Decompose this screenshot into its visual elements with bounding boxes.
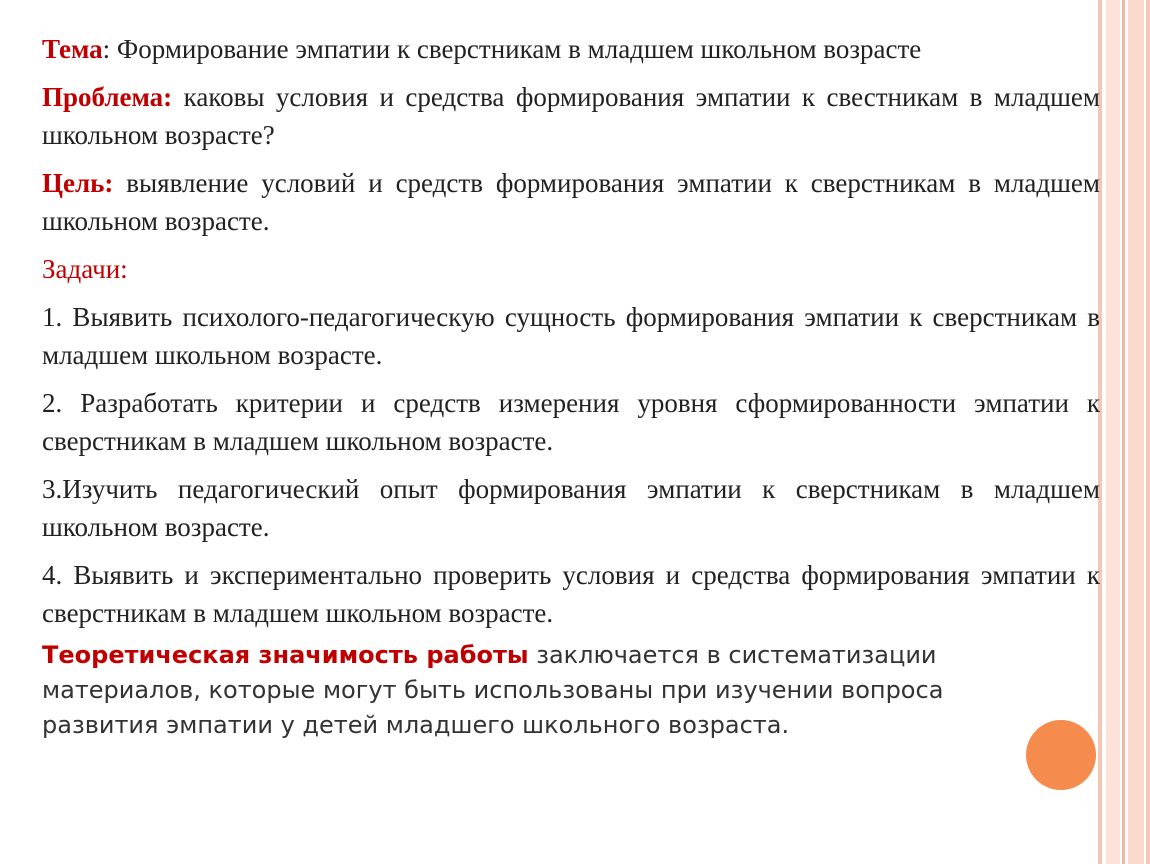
tema-label: Тема <box>42 34 103 64</box>
task-item-1: 1. Выявить психолого-педагогическую сущность формирования эмпатии к сверстникам в младшем школьном возрасте. <box>42 302 1100 370</box>
problema-text: каковы условия и средства формирования эмпатии к свестникам в младшем школьном возрасте? <box>42 82 1100 150</box>
stripe <box>1122 0 1125 864</box>
task-item-3: 3.Изучить педагогический опыт формирования эмпатии к сверстникам в младшем школьном возрасте. <box>42 474 1100 542</box>
orange-circle-decoration <box>1026 720 1096 790</box>
theory-label: Теоретическая значимость работы <box>42 641 529 669</box>
cel-paragraph <box>42 164 1100 240</box>
theory-paragraph <box>42 638 1042 743</box>
theory-text: заключается в систематизации материалов, которые могут быть использованы при изучении вопроса развития эмпатии у детей младшего школьного возраста. <box>42 641 944 739</box>
tema-text: : Формирование эмпатии к сверстникам в младшем школьном возрасте <box>102 34 922 64</box>
stripe <box>1106 0 1120 864</box>
stripe <box>1146 0 1150 864</box>
zadachi-label: Задачи: <box>42 254 128 284</box>
cel-label: Цель: <box>42 168 114 198</box>
problema-paragraph <box>42 78 1100 154</box>
zadachi-heading <box>42 250 1100 288</box>
task-item-4: 4. Выявить и экспериментально проверить условия и средства формирования эмпатии к сверстникам в младшем школьном возрасте. <box>42 560 1100 628</box>
task-item-2: 2. Разработать критерии и средств измерения уровня сформированности эмпатии к сверстникам в младшем школьном возрасте. <box>42 388 1100 456</box>
tema-paragraph <box>42 30 1100 68</box>
cel-text: выявление условий и средств формирования эмпатии к сверстникам в младшем школьном возрасте. <box>42 168 1100 236</box>
stripe <box>1128 0 1144 864</box>
slide-content <box>42 30 1100 753</box>
decorative-stripes <box>1098 0 1150 864</box>
problema-label: Проблема: <box>42 82 173 112</box>
